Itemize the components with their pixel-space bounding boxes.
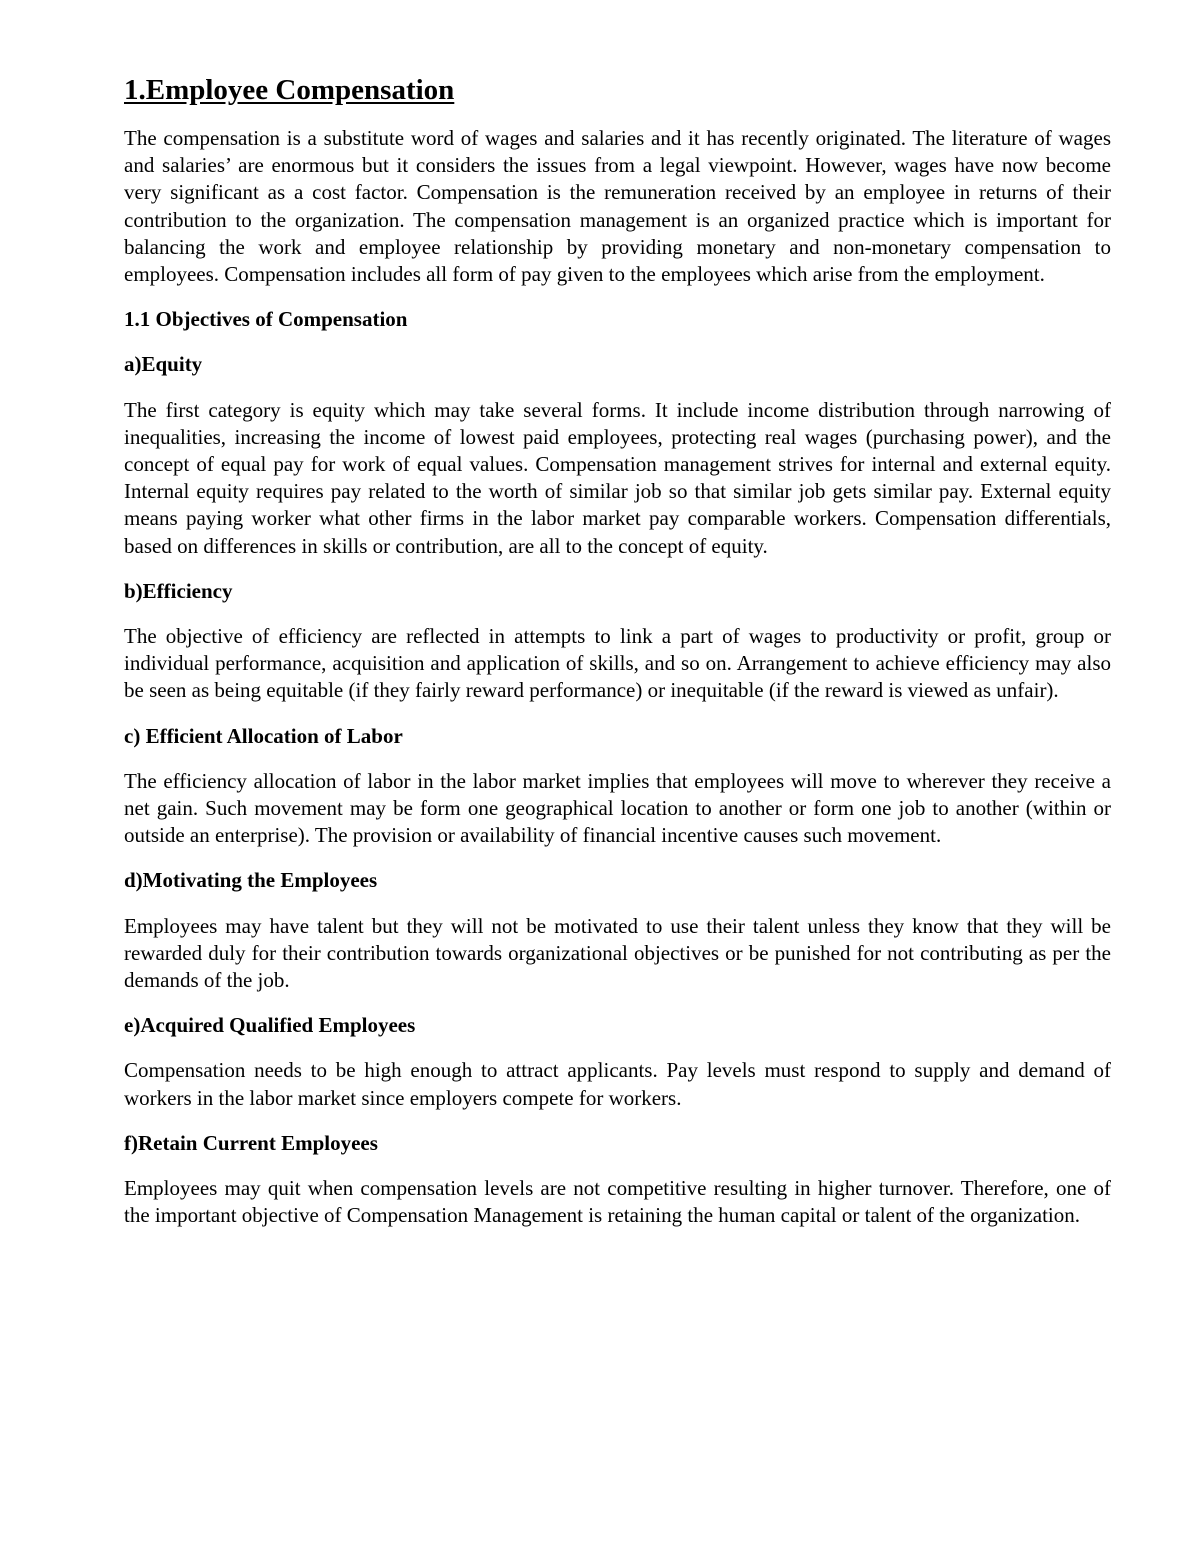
- objective-text-acquire: Compensation needs to be high enough to attract applicants. Pay levels must respond to supply and demand of workers in the labor market since employers compete for workers.: [124, 1058, 1111, 1110]
- section-heading: 1.1 Objectives of Compensation: [124, 307, 408, 332]
- objective-heading-motivating: d)Motivating the Employees: [124, 868, 378, 893]
- document-title: 1.Employee Compensation: [124, 74, 455, 106]
- objective-heading-acquire: e)Acquired Qualified Employees: [124, 1013, 416, 1038]
- intro-paragraph: The compensation is a substitute word of wages and salaries and it has recently originated. The literature of wages and salaries’ are enormous but it considers the issues from a legal viewpoint. However, wages have now become very significant as a cost factor. Compensation is the remuneration received by an employee in returns of their contribution to the organization. The compensation management is an organized practice which is important for balancing the work and employee relationship by providing monetary and non-monetary compensation to employees. Compensation includes all form of pay given to the employees which arise from the employment.: [124, 126, 1111, 287]
- objective-heading-allocation: c) Efficient Allocation of Labor: [124, 723, 403, 748]
- objective-heading-equity: a)Equity: [124, 352, 203, 377]
- objective-text-efficiency: The objective of efficiency are reflected in attempts to link a part of wages to productivity or profit, group or individual performance, acquisition and application of skills, and so on. Arrangement to achieve efficiency may also be seen as being equitable (if they fairly reward performance) or inequitable (if the reward is viewed as unfair).: [124, 624, 1111, 703]
- document-page: [124, 72, 1111, 1248]
- objective-text-motivating: Employees may have talent but they will not be motivated to use their talent unless they know that they will be rewarded duly for their contribution towards organizational objectives or be punished for not contributing as per the demands of the job.: [124, 913, 1111, 993]
- objective-heading-efficiency: b)Efficiency: [124, 578, 233, 603]
- objective-text-retain: Employees may quit when compensation levels are not competitive resulting in higher turnover. Therefore, one of the important objective of Compensation Management is retaining the human capital or talent of the organization.: [124, 1176, 1111, 1228]
- objective-text-equity: The first category is equity which may take several forms. It include income distribution through narrowing of inequalities, increasing the income of lowest paid employees, protecting real wages (purchasing power), and the concept of equal pay for work of equal values. Compensation management strives for internal and external equity. Internal equity requires pay related to the worth of similar job so that similar job gets similar pay. External equity means paying worker what other firms in the labor market pay comparable workers. Compensation differentials, based on differences in skills or contribution, are all to the concept of equity.: [124, 397, 1111, 558]
- objective-text-allocation: The efficiency allocation of labor in the labor market implies that employees will move to wherever they receive a net gain. Such movement may be form one geographical location to another or form one job to another (within or outside an enterprise). The provision or availability of financial incentive causes such movement.: [124, 768, 1111, 848]
- objective-heading-retain: f)Retain Current Employees: [124, 1130, 378, 1155]
